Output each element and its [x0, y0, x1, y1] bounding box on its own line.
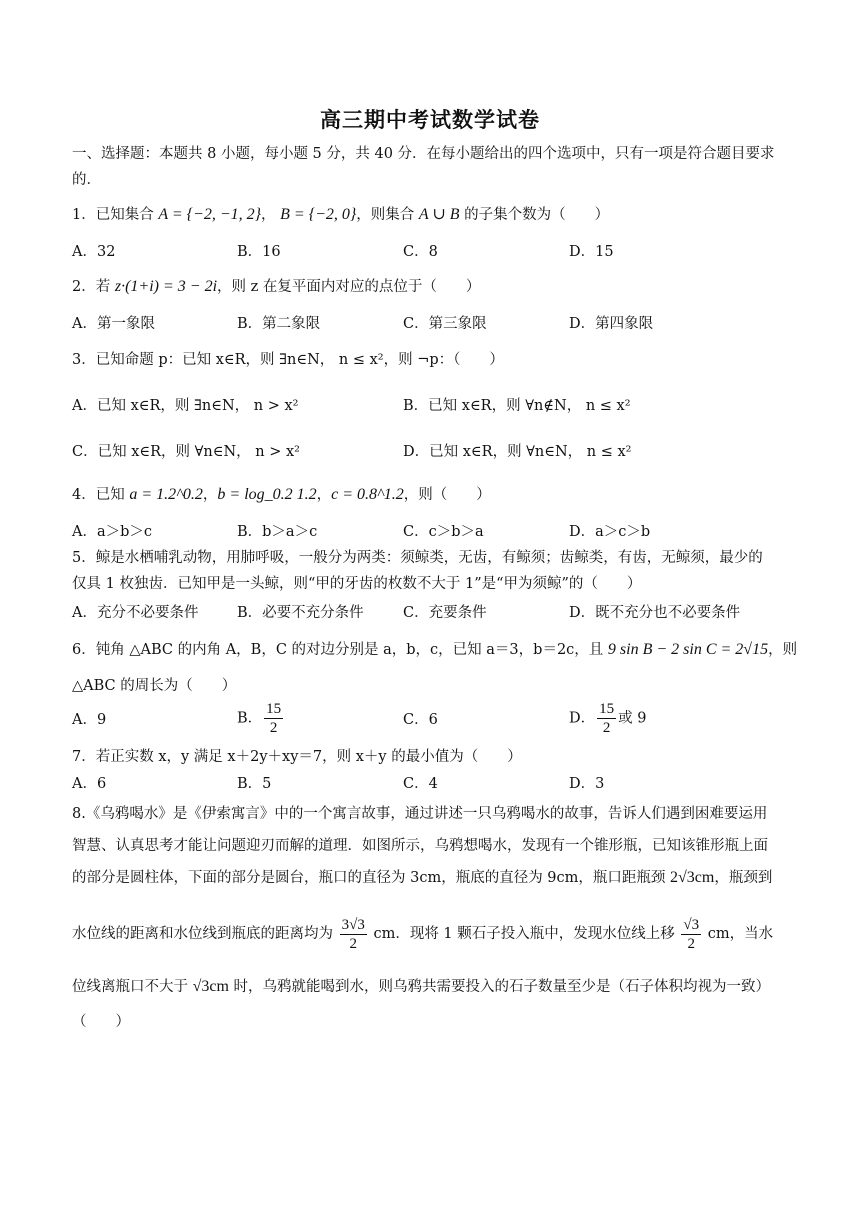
set-a: A = {−2, −1, 2} [158, 206, 262, 223]
c-expression: c = 0.8^1.2 [331, 486, 404, 503]
q7-option-c: C．4 [403, 776, 438, 792]
q4-option-b: B．b＞a＞c [237, 524, 318, 540]
fraction-15-over-2: $\frac{15}{2}$ [599, 701, 615, 736]
q6-option-c: C．6 [403, 712, 438, 728]
q2-option-b: B．第二象限 [237, 316, 321, 332]
trig-equation: 9 sin B − 2 sin C = 2√15 [607, 641, 769, 658]
question-7-stem: 7．若正实数 x，y 满足 x＋2y＋xy＝7，则 x＋y 的最小值为（ ） [72, 749, 522, 765]
q2-option-a: A．第一象限 [72, 316, 155, 332]
fraction-3sqrt3-over-2: $\frac{3√3}{2}$ [341, 916, 365, 952]
section-heading-line1: 一、选择题：本题共 8 小题，每小题 5 分，共 40 分．在每小题给出的四个选项中，只有一项是符合题目要求 [72, 146, 775, 162]
section-heading-line2: 的． [72, 172, 101, 188]
a-expression: a = 1.2^0.2 [129, 486, 203, 503]
q1-option-d: D．15 [569, 244, 614, 260]
q5-option-a: A．充分不必要条件 [72, 605, 199, 621]
q7-option-b: B．5 [237, 776, 272, 792]
complex-equation: z·(1+i) = 3 − 2i [114, 278, 218, 295]
q4-option-d: D．a＞c＞b [569, 524, 651, 540]
q3-option-c: C．已知 x∈R，则 ∀n∈N， n > x² [72, 444, 300, 460]
q2-option-d: D．第四象限 [569, 316, 654, 332]
page-title: 高三期中考试数学试卷 [320, 107, 540, 132]
water-level-limit: √3cm [192, 978, 229, 995]
q1-option-a: A．32 [72, 244, 116, 260]
question-1-stem: 1．已知集合 A = {−2, −1, 2}， B = {−2, 0}，则集合 A ∪ B 的子集个数为（ ） [72, 206, 610, 223]
question-8-line5: 位线离瓶口不大于 √3cm 时，乌鸦就能喝到水，则乌鸦共需要投入的石子数量至少是（石子体积均视为一致） [72, 978, 771, 995]
question-8-line4: 水位线的距离和水位线到瓶底的距离均为 $\frac{3√3}{2}$ cm．现将 1 颗石子投入瓶中，发现水位线上移 $\frac{√3}{2}$ cm，当水 [72, 916, 774, 952]
q2-option-c: C．第三象限 [403, 316, 487, 332]
q6-option-d: D． $\frac{15}{2}$ 或 9 [569, 701, 647, 736]
b-expression: b = log_0.2 1.2 [217, 486, 317, 503]
question-6-line1: 6．钝角 △ABC 的内角 A，B，C 的对边分别是 a，b，c，已知 a＝3，b＝2c，且 9 sin B − 2 sin C = 2√15，则 [72, 641, 798, 658]
question-2-stem: 2．若 z·(1+i) = 3 − 2i，则 z 在复平面内对应的点位于（ ） [72, 278, 481, 295]
q3-option-d: D．已知 x∈R，则 ∀n∈N， n ≤ x² [403, 444, 632, 460]
q5-option-d: D．既不充分也不必要条件 [569, 605, 741, 621]
q5-option-b: B．必要不充分条件 [237, 605, 364, 621]
q6-option-a: A．9 [72, 712, 107, 728]
question-6-line2: △ABC 的周长为（ ） [72, 678, 237, 694]
question-8-answer-blank: （ ） [72, 1014, 130, 1030]
q4-option-c: C．c＞b＞a [403, 524, 484, 540]
question-3-stem: 3．已知命题 p：已知 x∈R，则 ∃n∈N， n ≤ x²，则 ¬p：（ ） [72, 352, 504, 368]
fraction-sqrt3-over-2: $\frac{√3}{2}$ [683, 916, 700, 952]
q3-option-b: B．已知 x∈R，则 ∀n∉N， n ≤ x² [403, 398, 631, 414]
q4-option-a: A．a＞b＞c [72, 524, 153, 540]
fraction-15-over-2: $\frac{15}{2}$ [266, 701, 282, 736]
question-4-stem: 4．已知 a = 1.2^0.2，b = log_0.2 1.2，c = 0.8^1.2，则（ ） [72, 486, 491, 503]
q3-option-a: A．已知 x∈R，则 ∃n∈N， n > x² [72, 398, 299, 414]
question-5-line2: 仅具 1 枚独齿．已知甲是一头鲸，则“甲的牙齿的枚数不大于 1”是“甲为须鲸”的（ ） [72, 576, 642, 592]
set-union: A ∪ B [418, 206, 460, 223]
q7-option-d: D．3 [569, 776, 605, 792]
q1-option-b: B．16 [237, 244, 281, 260]
q6-option-b: B． $\frac{15}{2}$ [237, 701, 282, 736]
q5-option-c: C．充要条件 [403, 605, 487, 621]
question-8-line3: 的部分是圆柱体，下面的部分是圆台，瓶口的直径为 3cm，瓶底的直径为 9cm，瓶口距瓶颈 2√3cm，瓶颈到 [72, 869, 773, 886]
q1-option-c: C．8 [403, 244, 438, 260]
q7-option-a: A．6 [72, 776, 107, 792]
question-8-line2: 智慧、认真思考才能让问题迎刃而解的道理．如图所示，乌鸦想喝水，发现有一个锥形瓶，已知该锥形瓶上面 [72, 838, 768, 854]
neck-distance: 2√3cm [670, 869, 715, 886]
question-5-line1: 5．鲸是水栖哺乳动物，用肺呼吸，一般分为两类：须鲸类，无齿，有鲸须；齿鲸类，有齿，无鲸须，最少的 [72, 550, 763, 566]
question-8-line1: 8.《乌鸦喝水》是《伊索寓言》中的一个寓言故事，通过讲述一只乌鸦喝水的故事，告诉人们遇到困难要运用 [72, 806, 768, 822]
set-b: B = {−2, 0} [280, 206, 357, 223]
